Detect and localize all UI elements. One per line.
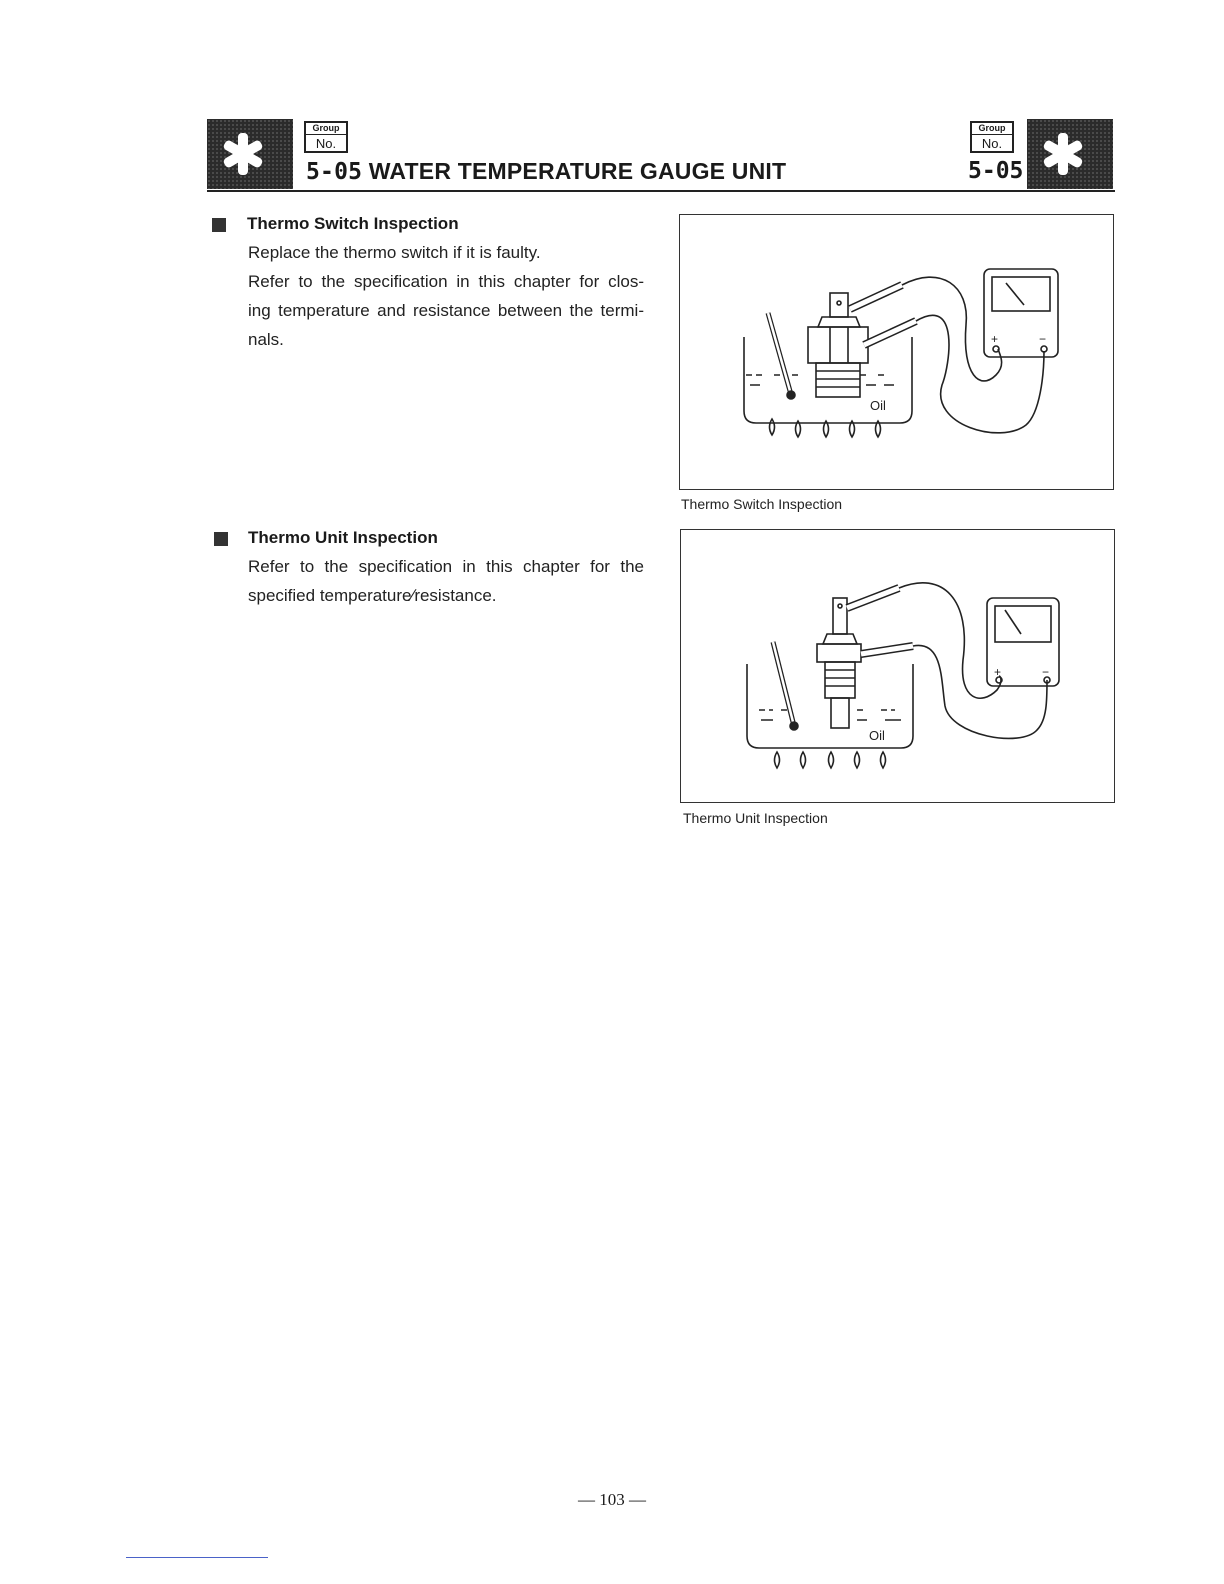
section-body-thermo-switch: [248, 238, 644, 354]
body-line: Refer to the specification in this chapter for clos-: [248, 272, 644, 291]
page-title: [306, 158, 786, 185]
group-no-box-left: [304, 121, 348, 153]
plus-label: +: [994, 665, 1002, 679]
oil-label: Oil: [870, 398, 886, 413]
figure-caption: Thermo Switch Inspection: [681, 496, 843, 512]
figure-thermo-unit: [680, 529, 1115, 803]
minus-label: −: [1039, 332, 1047, 346]
minus-label: −: [1042, 665, 1050, 679]
body-line: specified temperature∕resistance.: [248, 586, 497, 605]
logo-emblem-right: [1027, 119, 1113, 189]
group-label: Group: [306, 123, 346, 135]
plus-label: +: [991, 332, 999, 346]
section-number: 5-05: [306, 159, 363, 185]
asterisk-icon: [1040, 131, 1086, 177]
group-label: Group: [972, 123, 1012, 135]
thermo-switch-diagram: [680, 215, 1113, 489]
section-heading-thermo-unit: Thermo Unit Inspection: [248, 528, 438, 547]
no-label: No.: [315, 136, 337, 151]
header-rule: [207, 190, 1115, 192]
body-line: Replace the thermo switch if it is faulty.: [248, 243, 541, 262]
oil-label: Oil: [869, 728, 885, 743]
footer-line: [126, 1557, 268, 1558]
body-line: nals.: [248, 330, 284, 349]
figure-thermo-switch: [679, 214, 1114, 490]
body-line: ing temperature and resistance between the termi-: [248, 301, 644, 320]
section-bullet: [212, 218, 226, 232]
section-heading-thermo-switch: Thermo Switch Inspection: [247, 214, 459, 233]
asterisk-icon: [220, 131, 266, 177]
section-code-right: 5-05: [968, 158, 1024, 184]
no-label: No.: [981, 136, 1003, 151]
page-number: — 103 —: [578, 1490, 646, 1509]
logo-emblem-left: [207, 119, 293, 189]
body-line: Refer to the specification in this chapter for the: [248, 557, 644, 576]
section-bullet: [214, 532, 228, 546]
section-body-thermo-unit: [248, 552, 644, 610]
figure-caption: Thermo Unit Inspection: [683, 810, 828, 826]
section-title: WATER TEMPERATURE GAUGE UNIT: [368, 158, 787, 184]
group-no-box-right: [970, 121, 1014, 153]
thermo-unit-diagram: [681, 530, 1114, 802]
